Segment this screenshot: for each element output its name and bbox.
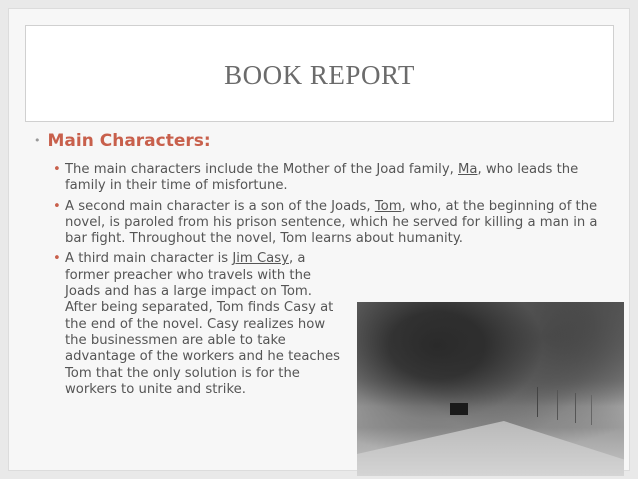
list-item-tom: • A second main character is a son of the Joads, Tom, who, at the beginning of the novel, is paroled from his prison sentence, which he served for killing a man in a bar fight. Throughout the novel, Tom learns about humanity. [65, 199, 615, 248]
underlined-ma: Ma [458, 162, 478, 177]
underlined-jim-casy: Jim Casy [232, 251, 289, 267]
bullet-icon: • [34, 134, 41, 147]
road-shape [357, 421, 624, 476]
slide-title: BOOK REPORT [224, 60, 415, 90]
telephone-poles [537, 387, 538, 417]
list-item-ma: • The main characters include the Mother of the Joad family, Ma, who leads the family in their time of misfortune. [65, 162, 615, 195]
dust-storm-photo [357, 302, 624, 476]
heading-text: Main Characters: [47, 131, 211, 151]
slide [8, 8, 630, 471]
list-item-casy: • A third main character is Jim Casy, a former preacher who travels with the Joads and has a large impact on Tom. After being separated, Tom finds Casy at the end of the novel. Casy realizes how the businessmen are able to take advantage of the workers and he teaches Tom that the only solution is for the workers to unite and strike. [65, 251, 615, 398]
truck-shape [450, 403, 468, 415]
underlined-tom: Tom [374, 198, 402, 214]
title-box [25, 25, 614, 122]
section-heading [34, 131, 211, 151]
